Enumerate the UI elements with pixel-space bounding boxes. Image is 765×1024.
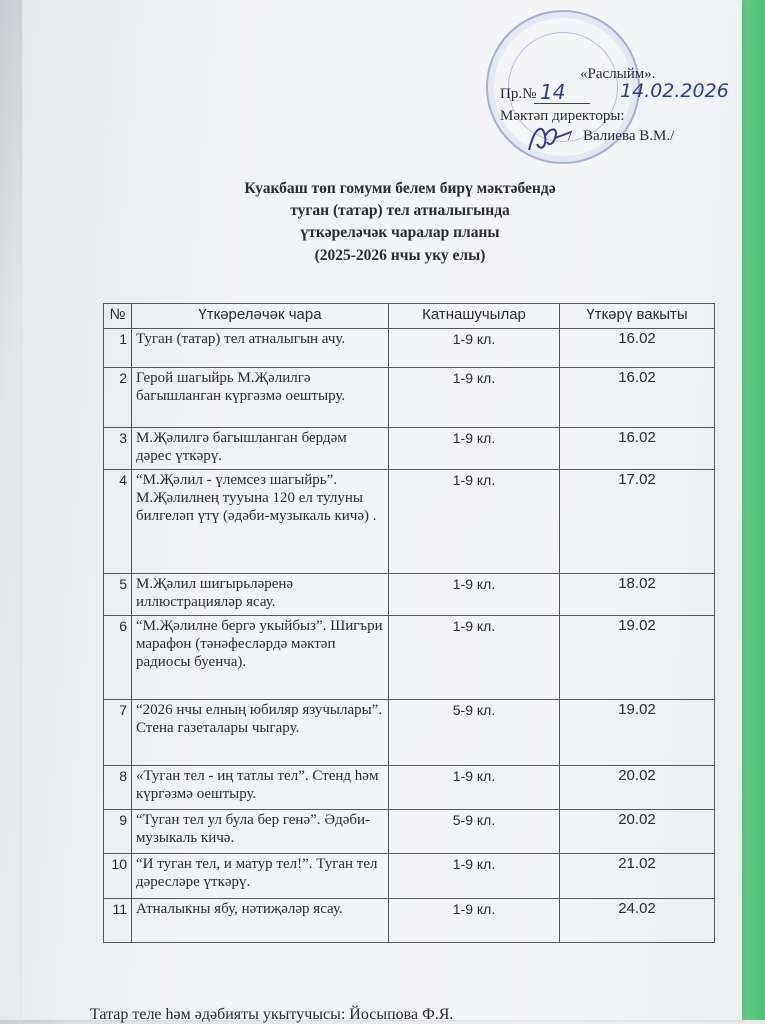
row-date: 19.02 (560, 616, 715, 700)
row-participants: 1-9 кл. (389, 428, 560, 470)
row-event: “Туган тел ул була бер генә”. Әдәби-музыкаль кичә. (132, 810, 389, 854)
teacher-signature-line: Татар теле һәм әдәбияты укытучысы: Йосыпова Ф.Я. (90, 1006, 454, 1023)
row-date: 21.02 (560, 854, 715, 899)
table-header-row (104, 304, 715, 329)
order-date-handwritten: 14.02.2026 (620, 80, 729, 102)
order-number-underline (534, 103, 590, 104)
row-participants: 1-9 кл. (389, 574, 560, 616)
approval-label: «Раслыйм». (580, 66, 656, 82)
row-date: 16.02 (560, 428, 715, 470)
table-row (104, 470, 715, 574)
row-number: 11 (104, 899, 132, 943)
title-line-year: (2025-2026 нчы уку елы) (314, 247, 486, 264)
row-event: М.Җәлилгә багышланган бердәм дәрес үткәрү. (132, 428, 389, 470)
row-number: 6 (104, 616, 132, 700)
row-date: 18.02 (560, 574, 715, 616)
row-participants: 1-9 кл. (389, 470, 560, 574)
title-line-plan: үткәреләчәк чаралар планы (300, 224, 500, 241)
row-event: “М.Җәлил - үлемсез шагыйрь”. М.Җәлилнең тууына 120 ел тулуны билгеләп үтү (әдәби-музыкаль кичә) . (132, 470, 389, 574)
row-participants: 1-9 кл. (389, 899, 560, 943)
row-number: 10 (104, 854, 132, 899)
title-line-school: Куакбаш төп гомуми белем бирү мәктәбендә (244, 180, 556, 197)
row-date: 17.02 (560, 470, 715, 574)
row-date: 16.02 (560, 329, 715, 368)
order-prefix: Пр.№ (500, 86, 537, 102)
order-number-handwritten: 14 (540, 80, 566, 104)
title-line-week: туган (татар) тел атналыгында (290, 202, 510, 219)
table-row (104, 899, 715, 943)
row-date: 19.02 (560, 700, 715, 766)
table-row (104, 810, 715, 854)
row-participants: 5-9 кл. (389, 810, 560, 854)
row-participants: 1-9 кл. (389, 368, 560, 428)
row-event: Герой шагыйрь М.Җәлилгә багышланган күргәзмә оештыру. (132, 368, 389, 428)
row-event: М.Җәлил шигырьләренә иллюстрацияләр ясау. (132, 574, 389, 616)
row-number: 9 (104, 810, 132, 854)
row-event: “М.Җәлилне бергә укыйбыз”. Шигъри марафон (тәнәфесләрдә мәктәп радиосы буенча). (132, 616, 389, 700)
row-event: “И туган тел, и матур тел!”. Туган тел дәресләре үткәрү. (132, 854, 389, 899)
table-row (104, 854, 715, 899)
table-row (104, 700, 715, 766)
row-participants: 1-9 кл. (389, 766, 560, 810)
row-date: 20.02 (560, 810, 715, 854)
signature-slash: / (568, 128, 573, 144)
table-row (104, 368, 715, 428)
table-row (104, 616, 715, 700)
row-date: 24.02 (560, 899, 715, 943)
header-date: Үткәрү вакыты (560, 304, 715, 329)
table-row (104, 574, 715, 616)
row-event: Атналыкны ябу, нәтиҗәләр ясау. (132, 899, 389, 943)
row-number: 1 (104, 329, 132, 368)
table-row (104, 428, 715, 470)
row-number: 2 (104, 368, 132, 428)
header-participants: Катнашучылар (389, 304, 560, 329)
row-number: 5 (104, 574, 132, 616)
row-number: 3 (104, 428, 132, 470)
row-number: 7 (104, 700, 132, 766)
row-participants: 1-9 кл. (389, 616, 560, 700)
row-number: 4 (104, 470, 132, 574)
table-row (104, 766, 715, 810)
row-participants: 5-9 кл. (389, 700, 560, 766)
row-participants: 1-9 кл. (389, 854, 560, 899)
row-date: 16.02 (560, 368, 715, 428)
row-number: 8 (104, 766, 132, 810)
row-participants: 1-9 кл. (389, 329, 560, 368)
header-event: Үткәреләчәк чара (132, 304, 389, 329)
row-event: «Туган тел - иң татлы тел”. Стенд һәм күргәзмә оештыру. (132, 766, 389, 810)
director-position: Мәктәп директоры: (500, 108, 625, 124)
table-row (104, 329, 715, 368)
director-name: Валиева В.М./ (583, 128, 675, 144)
row-date: 20.02 (560, 766, 715, 810)
row-event: Туган (татар) тел атналыгын ачу. (132, 329, 389, 368)
events-table (103, 303, 715, 943)
header-number: № (104, 304, 132, 329)
row-event: “2026 нчы елның юбиляр язучылары”. Стена газеталары чыгару. (132, 700, 389, 766)
